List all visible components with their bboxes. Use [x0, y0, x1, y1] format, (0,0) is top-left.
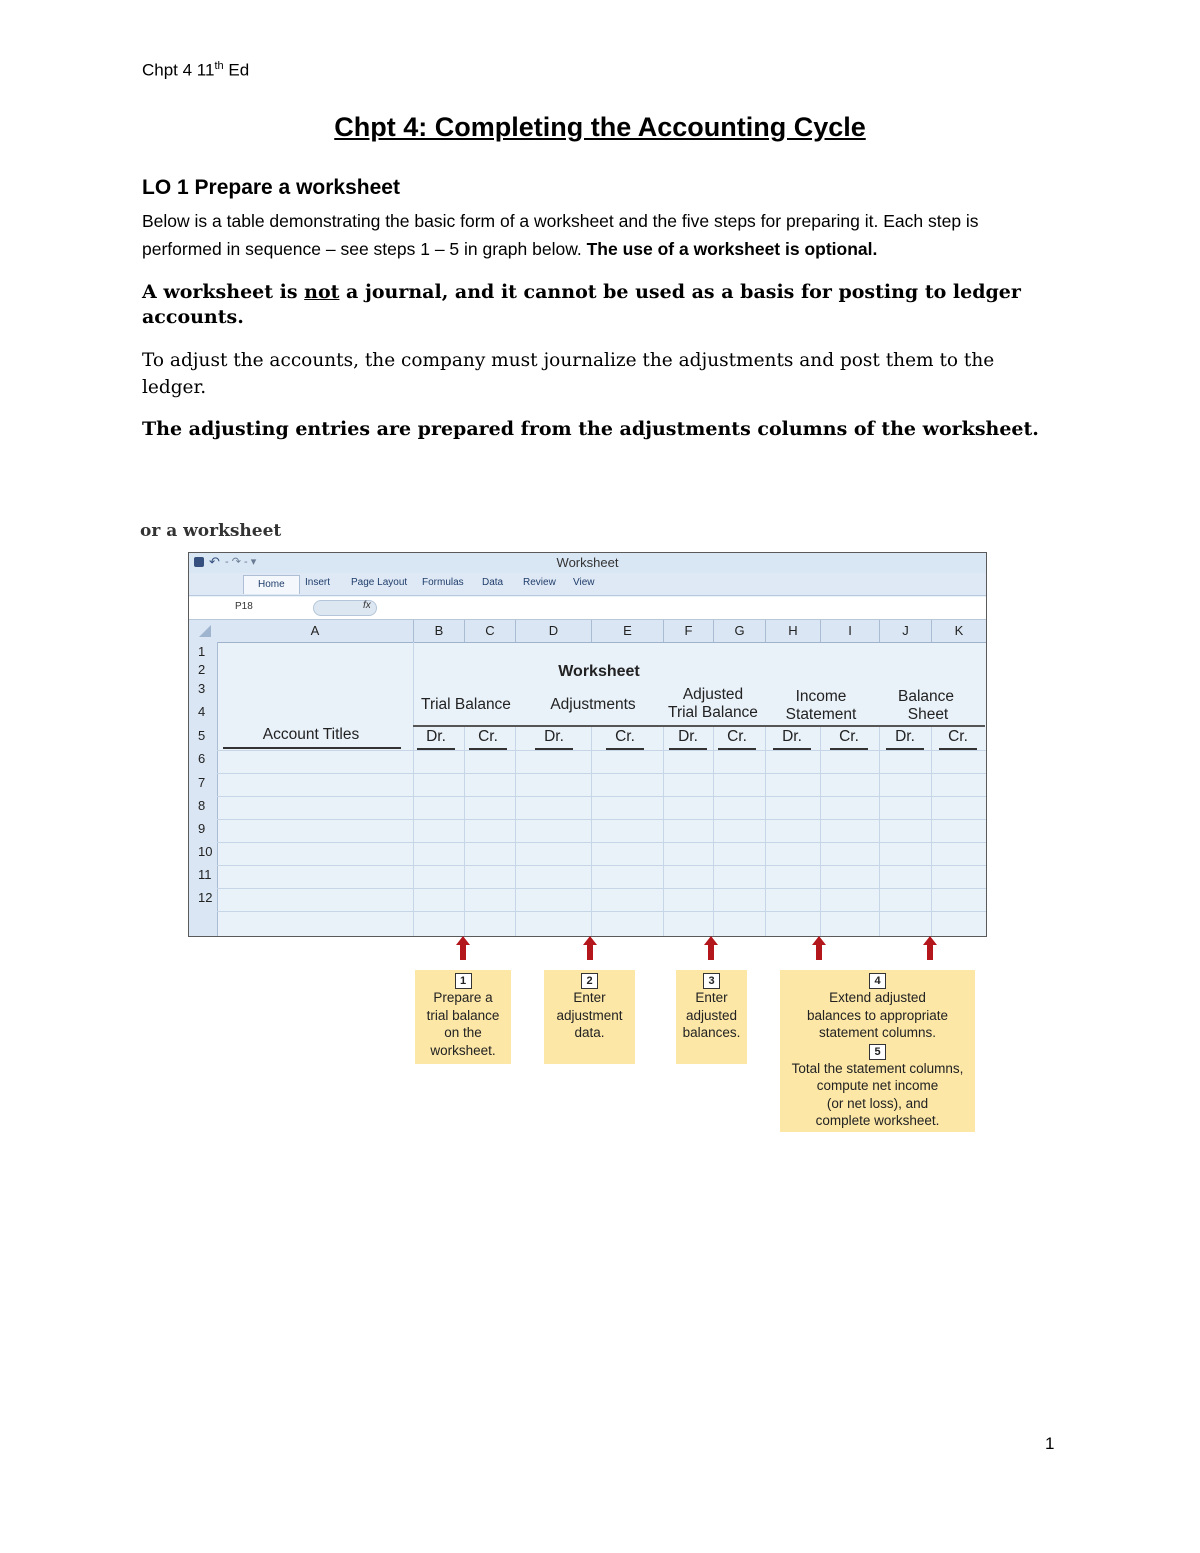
grid-line	[820, 727, 821, 937]
account-titles-heading: Account Titles	[262, 726, 360, 743]
row-header-1: 1	[198, 644, 206, 659]
step-4-line: statement columns.	[818, 1025, 937, 1040]
underline	[469, 748, 507, 750]
grid-line	[591, 727, 592, 937]
column-header-j: J	[880, 620, 932, 642]
column-header-a: A	[217, 620, 414, 642]
is-dr-label: Dr.	[782, 728, 802, 745]
step-1-line: worksheet.	[430, 1042, 496, 1058]
grid-line	[765, 727, 766, 937]
grid-line	[713, 727, 714, 937]
page-title: Chpt 4: Completing the Accounting Cycle	[334, 112, 866, 142]
underline	[669, 748, 707, 750]
adjusting-entries-paragraph: The adjusting entries are prepared from the adjustments columns of the worksheet.	[142, 418, 1039, 440]
step-4-5-box	[780, 970, 975, 1132]
row-header-2: 2	[198, 662, 206, 677]
step-2-box	[544, 970, 635, 1064]
column-header-g: G	[714, 620, 766, 642]
row-header-4: 4	[198, 704, 206, 719]
underline	[535, 748, 573, 750]
select-all-corner	[199, 625, 211, 637]
step-1-line: on the	[444, 1025, 482, 1040]
column-header-d: D	[516, 620, 592, 642]
row-header-11: 11	[198, 867, 212, 882]
grid-line	[663, 727, 664, 937]
adj-dr-label: Dr.	[544, 728, 564, 745]
tab-formulas: Formulas	[422, 577, 464, 588]
step-1-arrow-icon	[456, 936, 470, 960]
worksheet-not-journal-paragraph	[142, 280, 1062, 330]
step-5-line: complete worksheet.	[815, 1113, 940, 1128]
row-header-7: 7	[198, 775, 206, 790]
step-3-line: balances.	[682, 1025, 741, 1040]
step-2-line: Enter	[573, 990, 606, 1005]
step-2-number: 2	[581, 973, 598, 989]
running-header-sup: th	[214, 60, 224, 72]
tab-page-layout: Page Layout	[351, 577, 408, 588]
column-header-b: B	[414, 620, 465, 642]
atb-dr-label: Dr.	[678, 728, 698, 745]
is-cr-label: Cr.	[839, 728, 859, 745]
trial-balance-heading: Trial Balance	[421, 696, 511, 713]
step-2-line: adjustment	[556, 1007, 623, 1023]
step-1-number: 1	[455, 973, 472, 989]
bs-dr-label: Dr.	[895, 728, 915, 745]
tab-home: Home	[243, 575, 300, 594]
running-header-prefix: Chpt 4 11	[142, 60, 215, 80]
p2-underlined: not	[304, 281, 340, 303]
worksheet-figure	[188, 552, 987, 937]
title-bar	[189, 553, 986, 573]
page-number: 1	[1045, 1434, 1055, 1453]
income-heading-line2: Statement	[785, 706, 857, 723]
step-2-arrow-icon	[583, 936, 597, 960]
row-header-8: 8	[198, 798, 206, 813]
underline	[606, 748, 644, 750]
atb-cr-label: Cr.	[727, 728, 747, 745]
balance-heading-line1: Balance	[897, 688, 954, 705]
bs-cr-label: Cr.	[948, 728, 968, 745]
grid-line	[413, 642, 414, 937]
step-5-line: Total the statement columns,	[791, 1060, 964, 1076]
grid-line	[464, 727, 465, 937]
header-rule	[413, 725, 985, 727]
undo-icon: ↶	[209, 554, 220, 569]
step-4-line: Extend adjusted	[829, 990, 926, 1005]
row-header-10: 10	[198, 844, 213, 859]
step-5-number: 5	[869, 1044, 886, 1060]
income-heading-line1: Income	[795, 688, 847, 705]
worksheet-heading: Worksheet	[558, 663, 640, 680]
step-1-line: trial balance	[426, 1007, 500, 1023]
step-2-line: data.	[574, 1025, 605, 1040]
row-header-5: 5	[198, 728, 206, 743]
adjustments-heading: Adjustments	[550, 696, 636, 713]
step-3-number: 3	[703, 973, 720, 989]
adjusted-heading-line1: Adjusted	[682, 686, 744, 703]
redo-icon: - ↷ - ▾	[225, 556, 257, 568]
step-1-box	[415, 970, 511, 1064]
running-header	[142, 60, 249, 81]
row-header-12: 12	[198, 890, 213, 905]
column-header-c: C	[465, 620, 516, 642]
grid-line	[217, 911, 986, 912]
column-header-row	[189, 620, 986, 643]
column-header-i: I	[821, 620, 880, 642]
tab-data: Data	[482, 577, 504, 588]
balance-heading-line2: Sheet	[907, 706, 949, 723]
step-3-line: Enter	[695, 990, 728, 1005]
adjust-accounts-paragraph: To adjust the accounts, the company must journalize the adjustments and post them to the ledger.	[142, 350, 995, 398]
adjusted-heading-line2: Trial Balance	[668, 704, 758, 721]
step-1-line: Prepare a	[433, 990, 493, 1005]
grid-line	[515, 727, 516, 937]
underline	[718, 748, 756, 750]
step-4-line: balances to appropriate	[806, 1007, 949, 1023]
grid-line	[217, 796, 986, 797]
grid-line	[217, 750, 986, 751]
underline	[417, 748, 455, 750]
row-header-6: 6	[198, 751, 206, 766]
account-titles-underline	[223, 747, 401, 749]
fx-icon: fx	[363, 600, 371, 611]
tb-dr-label: Dr.	[426, 728, 446, 745]
formula-bar	[189, 597, 986, 620]
grid-line	[217, 865, 986, 866]
underline	[939, 748, 977, 750]
p2-after: a journal, and it cannot be used as a basis for posting to ledger accounts.	[142, 281, 1021, 328]
intro-text: Below is a table demonstrating the basic form of a worksheet and the five steps for preparing it. Each step is performed in sequence – see steps 1 – 5 in graph below.	[142, 211, 979, 259]
ribbon-tabs	[189, 573, 986, 596]
name-box: P18	[235, 601, 253, 612]
step-3-arrow-icon	[704, 936, 718, 960]
grid-line	[217, 888, 986, 889]
row-header-3: 3	[198, 681, 206, 696]
tab-review: Review	[523, 577, 556, 588]
grid-line	[931, 727, 932, 937]
grid-line	[217, 842, 986, 843]
figure-caption: or a worksheet	[140, 521, 282, 541]
intro-paragraph	[142, 207, 1062, 263]
grid-line	[217, 773, 986, 774]
adj-cr-label: Cr.	[615, 728, 635, 745]
step-5-arrow-icon	[923, 936, 937, 960]
intro-bold-note: The use of a worksheet is optional.	[586, 239, 878, 259]
underline	[886, 748, 924, 750]
column-header-h: H	[766, 620, 821, 642]
step-5-line: (or net loss), and	[826, 1095, 929, 1111]
step-4-number: 4	[869, 973, 886, 989]
column-header-e: E	[592, 620, 664, 642]
step-3-box	[676, 970, 747, 1064]
window-title: Worksheet	[556, 555, 619, 570]
underline	[830, 748, 868, 750]
row-header-9: 9	[198, 821, 206, 836]
grid-line	[879, 727, 880, 937]
row-header-column	[189, 642, 218, 937]
step-3-line: adjusted	[685, 1007, 738, 1023]
step-4-arrow-icon	[812, 936, 826, 960]
column-header-k: K	[954, 623, 964, 638]
tb-cr-label: Cr.	[478, 728, 498, 745]
tab-view: View	[573, 577, 595, 588]
tab-insert: Insert	[305, 577, 331, 588]
lo-heading: LO 1 Prepare a worksheet	[142, 176, 400, 199]
column-header-f: F	[664, 620, 714, 642]
step-5-line: compute net income	[816, 1078, 939, 1093]
running-header-suffix: Ed	[223, 60, 250, 80]
grid-line	[217, 819, 986, 820]
underline	[773, 748, 811, 750]
p2-before: A worksheet is	[142, 281, 305, 303]
